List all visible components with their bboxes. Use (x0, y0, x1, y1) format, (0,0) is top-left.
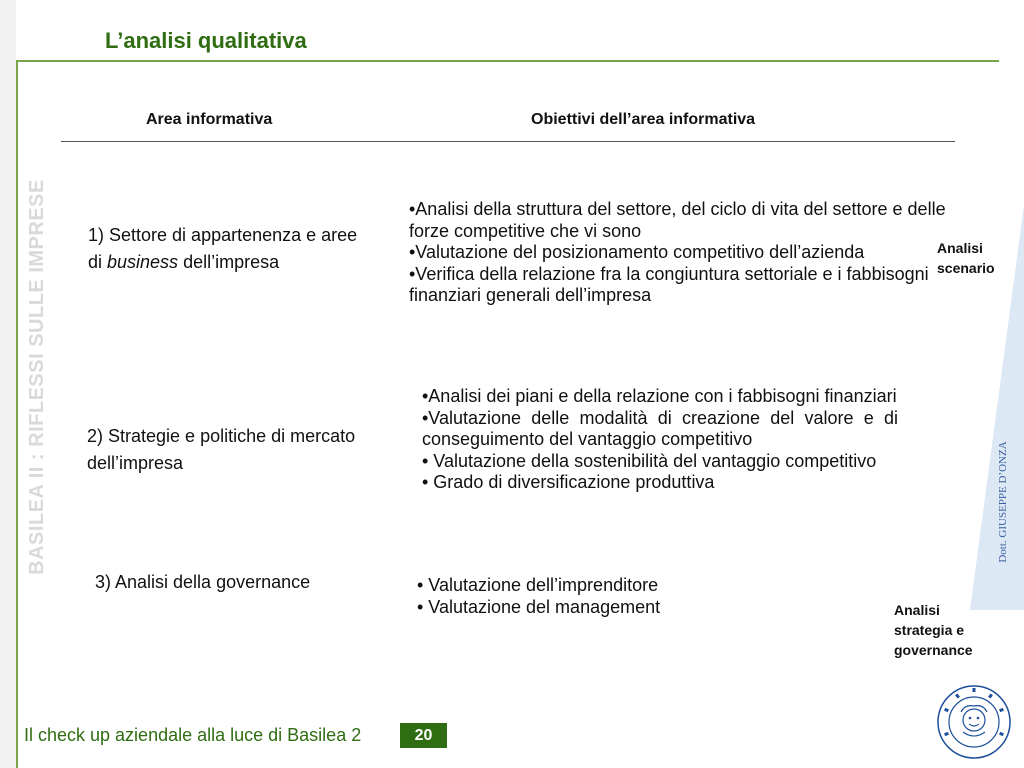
left-margin-band (0, 0, 16, 768)
objective-item: •Valutazione del posizionamento competitivo dell’azienda (409, 242, 865, 262)
objectives-row-1 (409, 199, 954, 307)
objective-item: •Analisi della struttura del settore, del ciclo di vita del settore e delle forze competitive che vi sono (409, 199, 946, 241)
objective-item: •Verifica della relazione fra la congiuntura settoriale e i fabbisogni finanziari generali dell’impresa (409, 263, 929, 305)
objectives-row-2 (422, 386, 898, 494)
objective-item: • Grado di diversificazione produttiva (422, 472, 715, 492)
slide-title: L’analisi qualitativa (105, 28, 307, 53)
note-line: strategia e (894, 622, 965, 638)
author-vertical-label: Dott. GIUSEPPE D’ONZA (997, 441, 1009, 563)
objective-item: • Valutazione della sostenibilità del vantaggio competitivo (422, 450, 877, 471)
area-row-3: 3) Analisi della governance (95, 572, 311, 592)
frame-left-rule (16, 60, 18, 768)
column-header-area: Area informativa (146, 111, 273, 128)
area-row-1-italic: business (107, 252, 179, 272)
frame-top-rule (16, 60, 999, 62)
objectives-row-3 (417, 575, 817, 618)
area-row-1 (88, 222, 368, 276)
note-line: Analisi (937, 240, 983, 256)
note-analisi-scenario (937, 238, 995, 278)
column-header-objectives: Obiettivi dell’area informativa (531, 111, 756, 128)
footer-text: Il check up aziendale alla luce di Basilea 2 (24, 725, 362, 745)
objective-item: •Analisi dei piani e della relazione con i fabbisogni finanziari (422, 386, 897, 406)
header-divider (61, 141, 955, 142)
seal-icon (936, 684, 1012, 760)
note-line: Analisi (894, 602, 940, 618)
note-line: scenario (937, 260, 995, 276)
objective-item: • Valutazione del management (417, 596, 661, 617)
objective-item: • Valutazione dell’imprenditore (417, 575, 659, 595)
page-number-badge: 20 (400, 723, 447, 748)
area-row-1-suffix: dell’impresa (178, 252, 280, 272)
university-seal-logo (936, 684, 1012, 760)
area-row-2: 2) Strategie e politiche di mercato dell’impresa (87, 426, 356, 473)
side-vertical-label: BASILEA II : RIFLESSI SULLE IMPRESE (26, 179, 48, 575)
objective-item: •Valutazione delle modalità di creazione del valore e di conseguimento del vantaggio competitivo (422, 407, 898, 449)
area-row-1-prefix: 1) Settore di appartenenza e aree di (88, 225, 358, 272)
note-analisi-strategia (894, 600, 973, 660)
note-line: governance (894, 642, 973, 658)
